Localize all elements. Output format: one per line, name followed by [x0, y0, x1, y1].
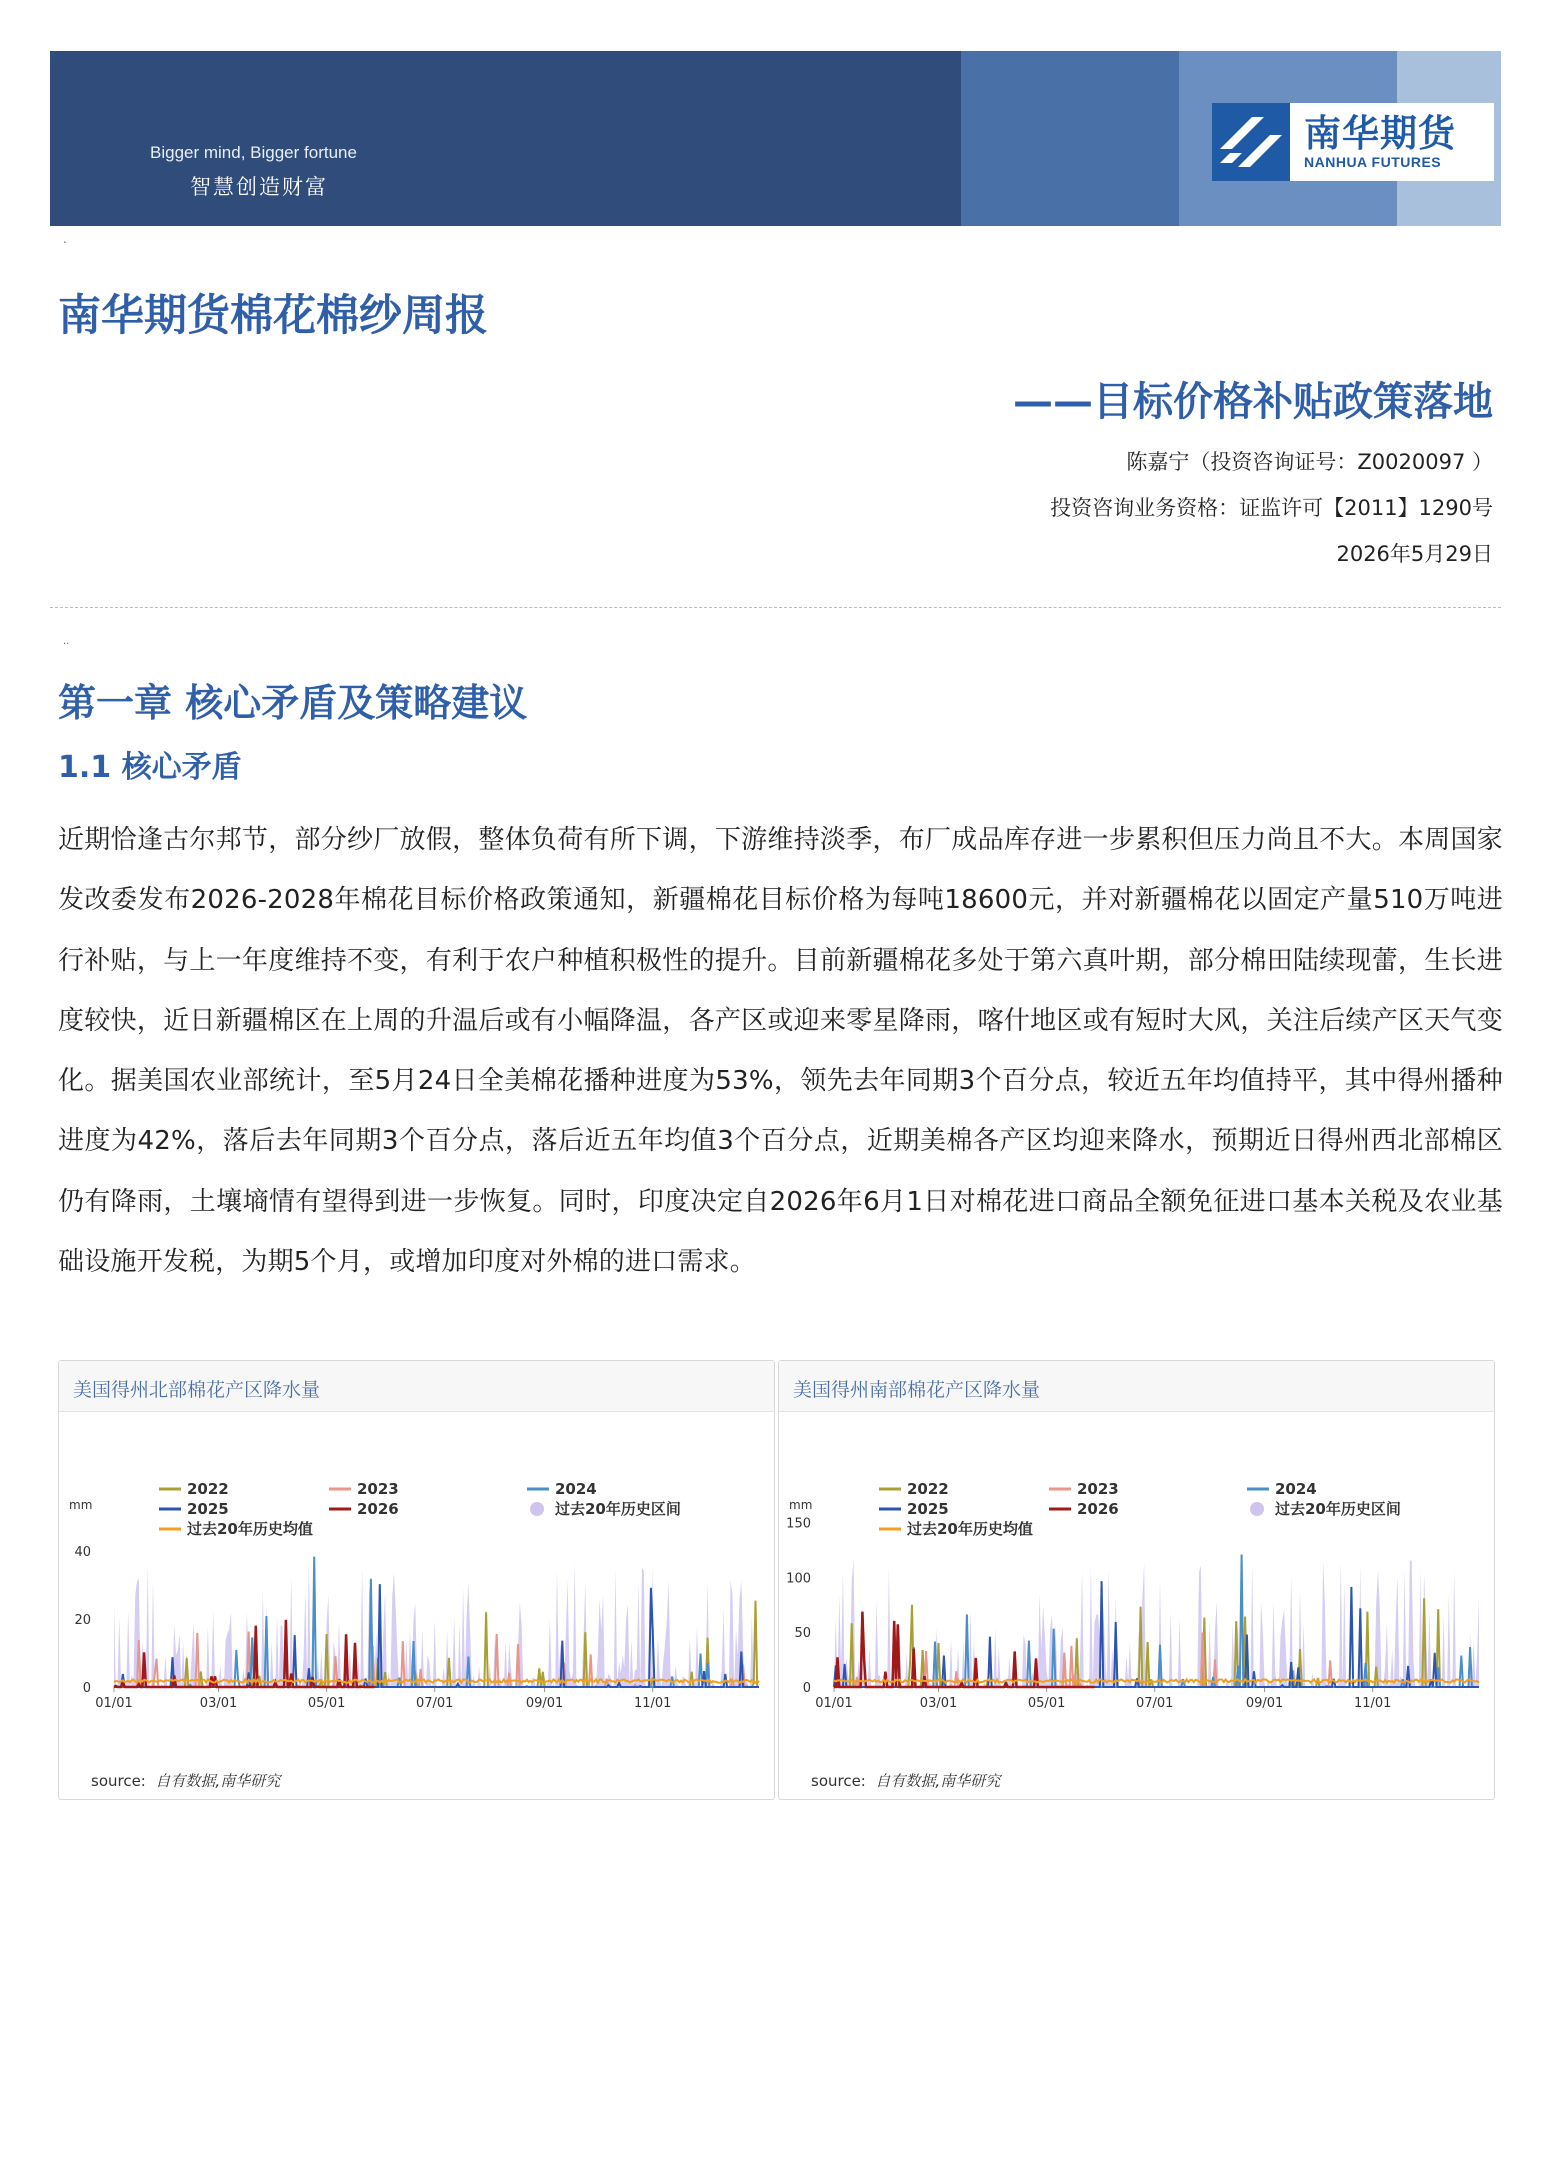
chart-title: 美国得州北部棉花产区降水量: [73, 1379, 321, 1401]
legend-swatch: [1250, 1502, 1264, 1516]
legend-label: 2023: [357, 1480, 399, 1498]
x-tick-label: 03/01: [919, 1696, 958, 1711]
tagline-cn: 智慧创造财富: [190, 175, 328, 199]
series-historical-range: [114, 1561, 759, 1687]
x-tick-label: 07/01: [415, 1696, 454, 1711]
chart-title: 美国得州南部棉花产区降水量: [793, 1379, 1041, 1401]
y-axis-unit: mm: [789, 1498, 813, 1512]
separator-dots: ..: [63, 636, 70, 647]
source-text: 自有数据,南华研究: [155, 1772, 281, 1790]
legend-label: 2022: [907, 1480, 949, 1498]
company-logo: [1212, 103, 1494, 181]
x-tick-label: 11/01: [1353, 1696, 1392, 1711]
source-label: source:: [91, 1772, 146, 1790]
legend-label: 2024: [555, 1480, 597, 1498]
y-tick-label: 100: [786, 1571, 811, 1587]
banner-segment-dark: [50, 51, 961, 226]
author-line: 陈嘉宁（投资咨询证号：Z0020097 ）: [1126, 450, 1493, 474]
legend-label: 过去20年历史均值: [187, 1520, 313, 1538]
legend-label: 过去20年历史均值: [907, 1520, 1033, 1538]
x-tick-label: 07/01: [1135, 1696, 1174, 1711]
legend-label: 2026: [1077, 1500, 1119, 1518]
legend-label: 过去20年历史区间: [555, 1500, 681, 1518]
report-title: 南华期货棉花棉纱周报: [58, 291, 488, 341]
y-tick-label: 0: [802, 1681, 811, 1696]
chapter-heading: 第一章 核心矛盾及策略建议: [58, 681, 528, 725]
separator-dot: .: [63, 232, 67, 246]
y-tick-label: 20: [74, 1613, 91, 1628]
legend-label: 2022: [187, 1480, 229, 1498]
x-tick-label: 05/01: [1027, 1696, 1066, 1711]
section-heading: 1.1 核心矛盾: [58, 750, 242, 785]
legend-label: 2025: [187, 1500, 229, 1518]
legend-label: 2026: [357, 1500, 399, 1518]
series-line: [114, 1557, 759, 1687]
series-historical-range: [834, 1560, 1479, 1687]
logo-name-en: NANHUA FUTURES: [1304, 154, 1442, 170]
x-tick-label: 03/01: [199, 1696, 238, 1711]
y-axis-unit: mm: [69, 1498, 93, 1512]
series-line: [114, 1601, 759, 1687]
y-tick-label: 150: [786, 1516, 811, 1532]
tagline-en: Bigger mind, Bigger fortune: [150, 143, 357, 162]
body-paragraph: 近期恰逢古尔邦节，部分纱厂放假，整体负荷有所下调，下游维持淡季，布厂成品库存进一步累积但压力尚且不大。本周国家发改委发布2026-2028年棉花目标价格政策通知，新疆棉花目标价格为每吨18600元，并对新疆棉花以固定产量510万吨进行补贴，与上一年度维持不变，有利于农户种植积极性的提升。目前新疆棉花多处于第六真叶期，部分棉田陆续现蕾，生长进度较快，近日新疆棉区在上周的升温后或有小幅降温，各产区或迎来零星降雨，喀什地区或有短时大风，关注后续产区天气变化。据美国农业部统计，至5月24日全美棉花播种进度为53%，领先去年同期3个百分点，较近五年均值持平，其中得州播种进度为42%，落后去年同期3个百分点，落后近五年均值3个百分点，近期美棉各产区均迎来降水，预期近日得州西北部棉区仍有降雨，土壤墒情有望得到进一步恢复。同时，印度决定自2026年6月1日对棉花进口商品全额免征进口基本关税及农业基础设施开发税，为期5个月，或增加印度对外棉的进口需求。: [58, 825, 1503, 1278]
x-tick-label: 01/01: [815, 1696, 853, 1711]
chart-card-north: [58, 1360, 775, 1800]
series-line: [834, 1581, 1479, 1687]
nanhua-logo-icon: [1212, 103, 1290, 181]
x-tick-label: 05/01: [307, 1696, 346, 1711]
series-line: [114, 1584, 759, 1687]
banner-segment-mid: [961, 51, 1179, 226]
source-text: 自有数据,南华研究: [875, 1772, 1001, 1790]
y-tick-label: 40: [74, 1545, 91, 1560]
legend-label: 2024: [1275, 1480, 1317, 1498]
series-line: [834, 1598, 1479, 1687]
report-subtitle: ——目标价格补贴政策落地: [1013, 379, 1493, 425]
x-tick-label: 01/01: [95, 1696, 133, 1711]
y-tick-label: 50: [794, 1626, 811, 1642]
legend-swatch: [530, 1502, 544, 1516]
series-line: [834, 1555, 1479, 1688]
section-divider: [50, 607, 1501, 608]
series-historical-mean: [834, 1679, 1479, 1682]
license-line: 投资咨询业务资格：证监许可【2011】1290号: [1050, 496, 1493, 520]
series-line: [834, 1633, 1479, 1688]
y-tick-label: 0: [82, 1681, 91, 1696]
x-tick-label: 09/01: [1245, 1696, 1284, 1711]
legend-label: 2025: [907, 1500, 949, 1518]
chart-source: [811, 1770, 1000, 1791]
legend-label: 2023: [1077, 1480, 1119, 1498]
logo-name-cn: 南华期货: [1304, 112, 1456, 155]
x-tick-label: 11/01: [633, 1696, 672, 1711]
report-date: 2026年5月29日: [1336, 542, 1493, 566]
x-tick-label: 09/01: [525, 1696, 564, 1711]
precip-chart-south: [779, 1412, 1492, 1762]
legend-label: 过去20年历史区间: [1275, 1500, 1401, 1518]
source-label: source:: [811, 1772, 866, 1790]
chart-card-south: [778, 1360, 1495, 1800]
precip-chart-north: [59, 1412, 772, 1762]
chart-source: [91, 1770, 280, 1791]
